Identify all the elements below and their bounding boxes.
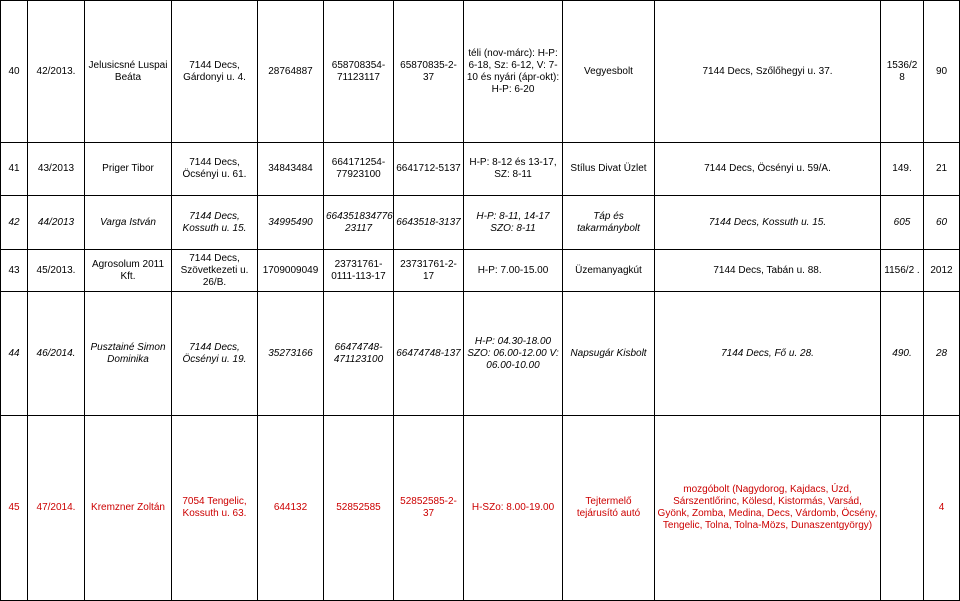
table-row bbox=[1, 416, 960, 601]
shop-name: Tejtermelő tejárusító autó bbox=[563, 416, 655, 601]
lot-number: 1156/2 . bbox=[881, 250, 924, 292]
registration-number: 43/2013 bbox=[28, 143, 85, 196]
tax-number: 1709009049 bbox=[258, 250, 324, 292]
registration-number: 44/2013 bbox=[28, 196, 85, 250]
tax-number: 644132 bbox=[258, 416, 324, 601]
company-code: 65870835-2-37 bbox=[394, 1, 464, 143]
tax-number: 35273166 bbox=[258, 292, 324, 416]
floor-area: 2012 bbox=[924, 250, 960, 292]
floor-area: 28 bbox=[924, 292, 960, 416]
owner-address: 7144 Decs, Öcsényi u. 61. bbox=[172, 143, 258, 196]
tax-number: 34995490 bbox=[258, 196, 324, 250]
registration-number: 47/2014. bbox=[28, 416, 85, 601]
owner-address: 7054 Tengelic, Kossuth u. 63. bbox=[172, 416, 258, 601]
row-number: 43 bbox=[1, 250, 28, 292]
owner-name: Priger Tibor bbox=[85, 143, 172, 196]
statistical-number: 52852585 bbox=[324, 416, 394, 601]
opening-hours: H-P: 8-11, 14-17 SZO: 8-11 bbox=[464, 196, 563, 250]
table-row bbox=[1, 196, 960, 250]
shop-location: 7144 Decs, Kossuth u. 15. bbox=[655, 196, 881, 250]
floor-area: 21 bbox=[924, 143, 960, 196]
statistical-number: 658708354-71123117 bbox=[324, 1, 394, 143]
shop-location: mozgóbolt (Nagydorog, Kajdacs, Úzd, Sárszentlőrinc, Kölesd, Kistormás, Varsád, Gyönk, Zomba, Medina, Decs, Várdomb, Öcsény, Tengelic, Tolna, Tolna-Mözs, Dunaszentgyörgy) bbox=[655, 416, 881, 601]
opening-hours: téli (nov-márc): H-P: 6-18, Sz: 6-12, V: 7-10 és nyári (ápr-okt): H-P: 6-20 bbox=[464, 1, 563, 143]
statistical-number: 664351834776 23117 bbox=[324, 196, 394, 250]
registration-number: 46/2014. bbox=[28, 292, 85, 416]
statistical-number: 664171254-77923100 bbox=[324, 143, 394, 196]
statistical-number: 66474748-471123100 bbox=[324, 292, 394, 416]
shop-name: Üzemanyagkút bbox=[563, 250, 655, 292]
owner-name: Kremzner Zoltán bbox=[85, 416, 172, 601]
table-row bbox=[1, 143, 960, 196]
registration-number: 42/2013. bbox=[28, 1, 85, 143]
shop-location: 7144 Decs, Fő u. 28. bbox=[655, 292, 881, 416]
tax-number: 28764887 bbox=[258, 1, 324, 143]
shop-location: 7144 Decs, Szőlőhegyi u. 37. bbox=[655, 1, 881, 143]
company-code: 6643518-3137 bbox=[394, 196, 464, 250]
opening-hours: H-P: 04.30-18.00 SZO: 06.00-12.00 V: 06.00-10.00 bbox=[464, 292, 563, 416]
company-code: 23731761-2-17 bbox=[394, 250, 464, 292]
owner-address: 7144 Decs, Gárdonyi u. 4. bbox=[172, 1, 258, 143]
shop-name: Stílus Divat Üzlet bbox=[563, 143, 655, 196]
lot-number: 1536/2 8 bbox=[881, 1, 924, 143]
row-number: 44 bbox=[1, 292, 28, 416]
owner-address: 7144 Decs, Szövetkezeti u. 26/B. bbox=[172, 250, 258, 292]
lot-number bbox=[881, 416, 924, 601]
table-row bbox=[1, 1, 960, 143]
company-code: 6641712-5137 bbox=[394, 143, 464, 196]
shop-name: Vegyesbolt bbox=[563, 1, 655, 143]
opening-hours: H-P: 7.00-15.00 bbox=[464, 250, 563, 292]
shop-location: 7144 Decs, Öcsényi u. 59/A. bbox=[655, 143, 881, 196]
lot-number: 149. bbox=[881, 143, 924, 196]
owner-name: Agrosolum 2011 Kft. bbox=[85, 250, 172, 292]
floor-area: 60 bbox=[924, 196, 960, 250]
tax-number: 34843484 bbox=[258, 143, 324, 196]
table-row bbox=[1, 250, 960, 292]
opening-hours: H-P: 8-12 és 13-17, SZ: 8-11 bbox=[464, 143, 563, 196]
owner-address: 7144 Decs, Kossuth u. 15. bbox=[172, 196, 258, 250]
row-number: 40 bbox=[1, 1, 28, 143]
company-code: 52852585-2-37 bbox=[394, 416, 464, 601]
owner-address: 7144 Decs, Öcsényi u. 19. bbox=[172, 292, 258, 416]
opening-hours: H-SZo: 8.00-19.00 bbox=[464, 416, 563, 601]
table-row bbox=[1, 292, 960, 416]
owner-name: Jelusicsné Luspai Beáta bbox=[85, 1, 172, 143]
row-number: 45 bbox=[1, 416, 28, 601]
shop-name: Táp és takarmánybolt bbox=[563, 196, 655, 250]
shop-name: Napsugár Kisbolt bbox=[563, 292, 655, 416]
company-code: 66474748-137 bbox=[394, 292, 464, 416]
statistical-number: 23731761-0111-113-17 bbox=[324, 250, 394, 292]
shop-location: 7144 Decs, Tabán u. 88. bbox=[655, 250, 881, 292]
owner-name: Varga István bbox=[85, 196, 172, 250]
lot-number: 490. bbox=[881, 292, 924, 416]
floor-area: 90 bbox=[924, 1, 960, 143]
lot-number: 605 bbox=[881, 196, 924, 250]
row-number: 42 bbox=[1, 196, 28, 250]
registration-number: 45/2013. bbox=[28, 250, 85, 292]
floor-area: 4 bbox=[924, 416, 960, 601]
owner-name: Pusztainé Simon Dominika bbox=[85, 292, 172, 416]
row-number: 41 bbox=[1, 143, 28, 196]
